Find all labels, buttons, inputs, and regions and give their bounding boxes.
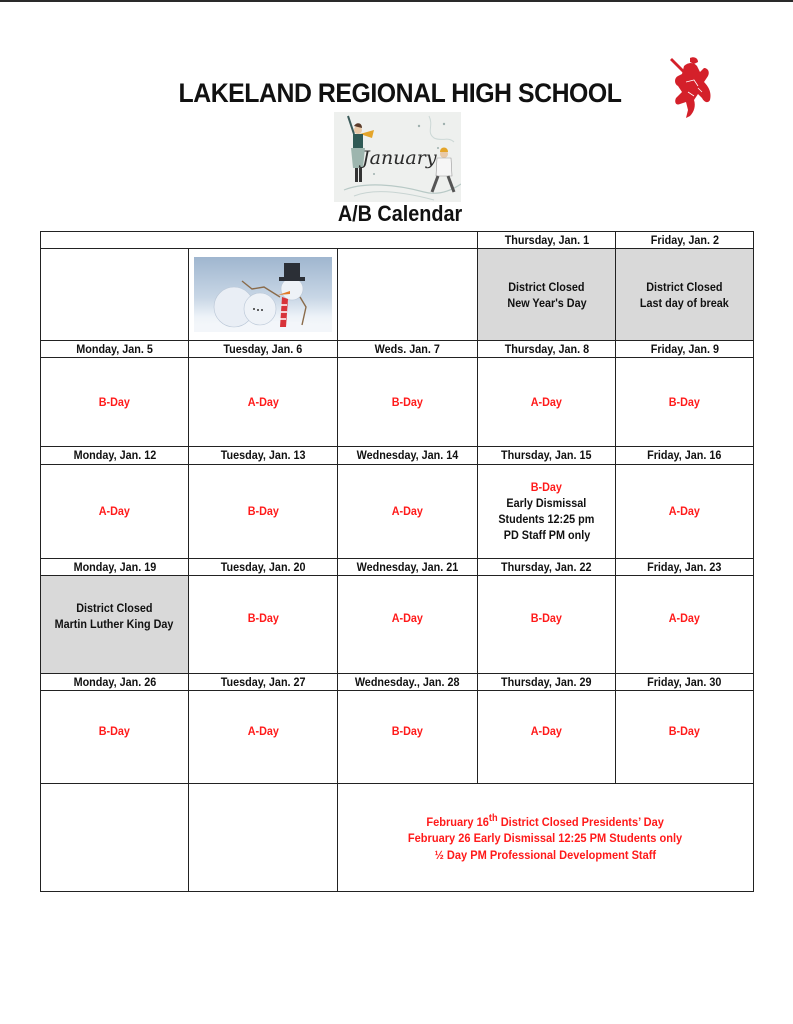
dismissal-time-label: Students 12:25 pm <box>498 512 595 527</box>
week-2-body-row <box>41 358 754 447</box>
week-5-body-row <box>41 690 754 783</box>
ab-calendar-table <box>40 231 754 892</box>
pd-staff-label: PD Staff PM only <box>503 528 590 543</box>
day-type-label: A-Day <box>668 503 701 518</box>
day-type-label: B-Day <box>668 395 701 410</box>
school-title: LAKELAND REGIONAL HIGH SCHOOL <box>178 78 622 108</box>
day-header: Monday, Jan. 12 <box>41 447 189 464</box>
day-type-label: B-Day <box>98 723 131 738</box>
day-type-label: A-Day <box>391 503 424 518</box>
day-header: Friday, Jan. 16 <box>616 447 754 464</box>
closed-day-cell <box>478 249 616 341</box>
day-cell <box>338 464 478 558</box>
early-dismissal-note: February 26 Early Dismissal 12:25 PM Students only <box>408 831 683 846</box>
week-1-body-row <box>41 249 754 341</box>
week-4-header-row <box>41 558 754 575</box>
day-header: Wednesday., Jan. 28 <box>338 673 478 690</box>
day-type-label: B-Day <box>391 395 424 410</box>
day-cell <box>478 575 616 673</box>
presidents-day-note: February 16th District Closed Presidents’ Day <box>426 813 665 830</box>
day-header: Monday, Jan. 5 <box>41 341 189 358</box>
day-cell <box>189 464 338 558</box>
early-dismissal-label: Early Dismissal <box>506 495 587 510</box>
closed-label: District Closed <box>76 600 153 615</box>
day-header: Thursday, Jan. 15 <box>478 447 616 464</box>
week-3-body-row <box>41 464 754 558</box>
day-cell <box>338 690 478 783</box>
day-type-label: B-Day <box>98 395 131 410</box>
closed-label: District Closed <box>508 279 585 294</box>
day-cell <box>478 690 616 783</box>
day-cell <box>189 358 338 447</box>
day-type-label: A-Day <box>247 395 279 410</box>
week-3-header-row <box>41 447 754 464</box>
week-5-header-row <box>41 673 754 690</box>
day-type-label: A-Day <box>668 610 701 625</box>
day-cell <box>616 690 754 783</box>
day-header: Wednesday, Jan. 14 <box>338 447 478 464</box>
day-cell <box>189 690 338 783</box>
day-cell <box>338 358 478 447</box>
empty-day-cell <box>338 249 478 341</box>
day-header: Thursday, Jan. 22 <box>478 558 616 575</box>
day-header: Thursday, Jan. 1 <box>478 232 616 249</box>
day-type-label: B-Day <box>530 479 563 494</box>
day-header: Friday, Jan. 30 <box>616 673 754 690</box>
day-header: Friday, Jan. 2 <box>616 232 754 249</box>
holiday-label: Martin Luther King Day <box>55 616 174 631</box>
calendar-subtitle: A/B Calendar <box>337 201 463 226</box>
day-header: Monday, Jan. 19 <box>41 558 189 575</box>
day-header: Friday, Jan. 9 <box>616 341 754 358</box>
empty-day-cell <box>41 249 189 341</box>
week-2-header-row <box>41 341 754 358</box>
day-type-label: A-Day <box>98 503 131 518</box>
day-type-label: A-Day <box>530 395 563 410</box>
day-cell <box>616 575 754 673</box>
day-header: Monday, Jan. 26 <box>41 673 189 690</box>
pd-staff-note: ½ Day PM Professional Development Staff <box>434 847 657 862</box>
day-cell <box>41 690 189 783</box>
closed-label: District Closed <box>646 279 723 294</box>
january-banner-image <box>334 112 461 202</box>
closed-day-cell <box>41 575 189 673</box>
empty-notes-cell <box>189 783 338 891</box>
week-1-header-row <box>41 232 754 249</box>
day-cell <box>478 358 616 447</box>
knight-on-horse-mascot-icon <box>664 52 720 122</box>
day-header: Thursday, Jan. 8 <box>478 341 616 358</box>
day-cell <box>189 575 338 673</box>
holiday-label: New Year's Day <box>506 295 587 310</box>
day-type-label: B-Day <box>247 610 279 625</box>
day-cell <box>338 575 478 673</box>
day-header: Weds. Jan. 7 <box>338 341 478 358</box>
closed-day-cell <box>616 249 754 341</box>
day-type-label: B-Day <box>668 723 701 738</box>
holiday-label: Last day of break <box>640 295 729 310</box>
day-header: Wednesday, Jan. 21 <box>338 558 478 575</box>
snowman-illustration <box>194 257 332 332</box>
notes-row <box>41 783 754 891</box>
upcoming-events-notes <box>338 783 754 891</box>
day-cell <box>616 464 754 558</box>
january-banner-text: January <box>362 147 437 169</box>
day-header: Thursday, Jan. 29 <box>478 673 616 690</box>
day-type-label: B-Day <box>530 610 563 625</box>
week-4-body-row <box>41 575 754 673</box>
day-type-label: B-Day <box>391 723 424 738</box>
day-cell <box>41 464 189 558</box>
day-header: Tuesday, Jan. 13 <box>189 447 338 464</box>
day-cell <box>41 358 189 447</box>
empty-notes-cell <box>41 783 189 891</box>
day-cell <box>616 358 754 447</box>
day-type-label: A-Day <box>530 723 563 738</box>
empty-header-cell <box>41 232 478 249</box>
early-dismissal-cell <box>478 464 616 558</box>
day-header: Tuesday, Jan. 6 <box>189 341 338 358</box>
day-type-label: A-Day <box>247 723 279 738</box>
day-type-label: A-Day <box>391 610 424 625</box>
snowman-cell <box>189 249 338 341</box>
day-header: Tuesday, Jan. 20 <box>189 558 338 575</box>
top-border-line <box>0 0 793 2</box>
day-header: Friday, Jan. 23 <box>616 558 754 575</box>
day-type-label: B-Day <box>247 503 279 518</box>
day-header: Tuesday, Jan. 27 <box>189 673 338 690</box>
